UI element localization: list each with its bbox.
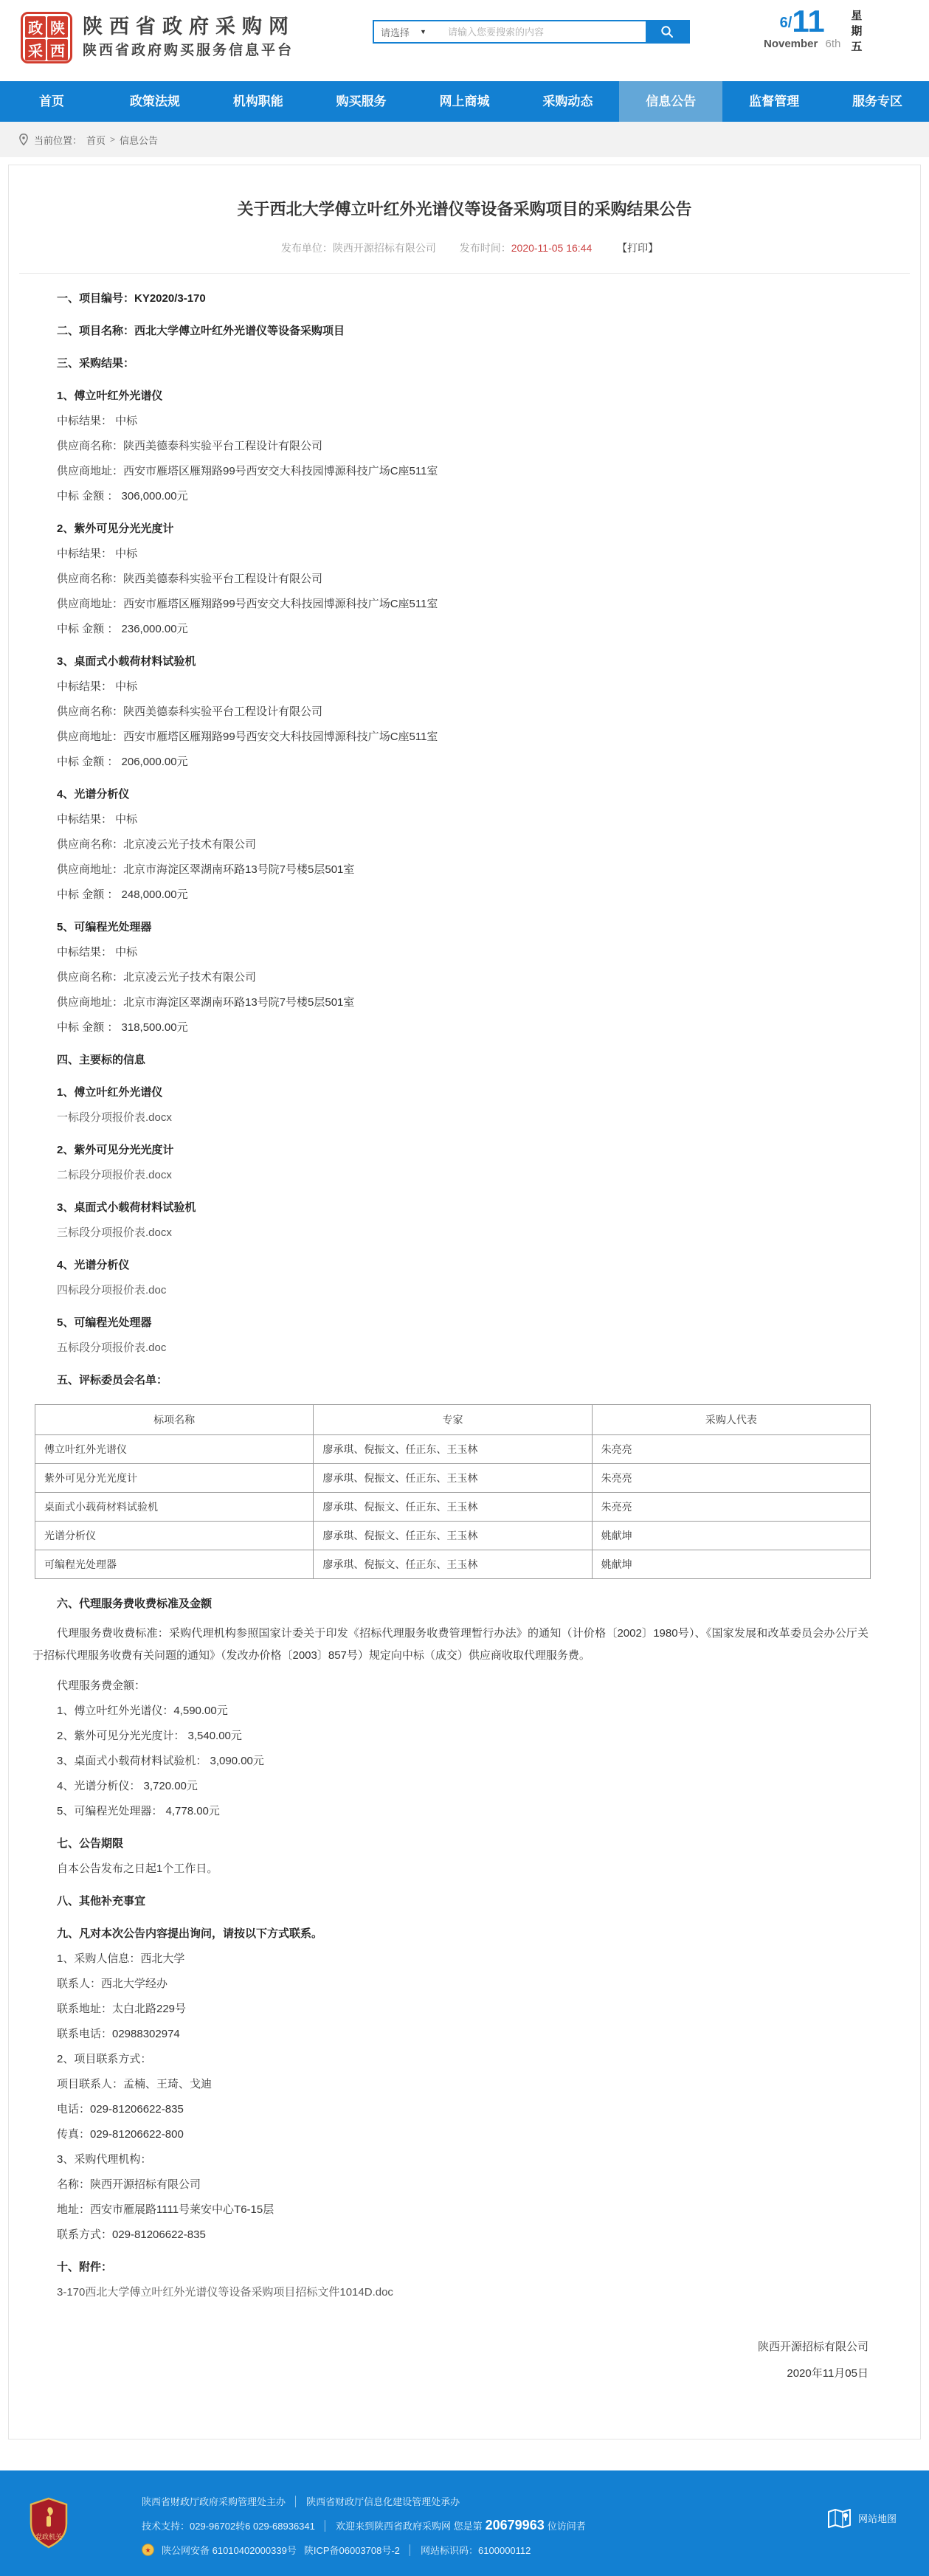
site-footer	[0, 2470, 929, 2576]
body-line: 项目联系人：孟楠、王琦、戈迪	[57, 2077, 213, 2090]
table-row	[35, 1463, 871, 1492]
table-cell: 可编程光处理器	[35, 1550, 314, 1578]
nav-item[interactable]: 首页	[38, 94, 64, 108]
table-header-cell: 标项名称	[35, 1404, 314, 1434]
body-line: 地址：西安市雁展路1111号莱安中心T6-15层	[57, 2203, 274, 2216]
breadcrumb-separator: >	[110, 134, 116, 145]
search-category-select[interactable]	[374, 21, 442, 42]
signature-date: 2020年11月05日	[787, 2366, 868, 2380]
nav-item[interactable]: 政策法规	[129, 94, 180, 108]
section-heading: 一、项目编号：KY2020/3-170	[57, 291, 206, 305]
table-row	[35, 1492, 871, 1521]
table-header-row	[35, 1404, 871, 1434]
publisher-label: 发布单位：	[280, 241, 333, 254]
sitemap-link[interactable]	[827, 2507, 897, 2530]
logo-char: 陕	[47, 16, 68, 38]
body-line: 中标 金额 ： 236,000.00元	[57, 622, 188, 635]
table-cell: 桌面式小载荷材料试验机	[35, 1492, 314, 1521]
date-month-number: 6/	[779, 15, 792, 31]
footer-text-block	[142, 2470, 929, 2557]
table-row	[35, 1550, 871, 1578]
section-heading: 1、傅立叶红外光谱仪	[57, 1085, 163, 1099]
article-meta	[9, 241, 920, 255]
table-cell: 廖承琪、倪振文、任正东、王玉林	[314, 1434, 592, 1463]
search-button[interactable]	[646, 21, 688, 42]
body-line: 供应商名称：北京凌云光子技术有限公司	[57, 838, 257, 851]
weekday-char: 星	[851, 10, 863, 22]
breadcrumb-label: 当前位置：	[34, 134, 83, 146]
section-heading: 3、桌面式小载荷材料试验机	[57, 1201, 196, 1214]
table-cell: 廖承琪、倪振文、任正东、王玉林	[314, 1492, 592, 1521]
footer-icp-record[interactable]: 陕ICP备06003708号-2	[303, 2544, 400, 2556]
svg-text:党政机关: 党政机关	[35, 2532, 63, 2541]
table-cell: 廖承琪、倪振文、任正东、王玉林	[314, 1463, 592, 1492]
logo-char: 采	[25, 39, 46, 61]
section-heading: 5、可编程光处理器	[57, 920, 152, 933]
body-line: 联系方式：029-81206622-835	[57, 2228, 206, 2241]
table-cell: 紫外可见分光光度计	[35, 1463, 314, 1492]
article-paragraphs-top	[32, 291, 868, 1388]
date-day-number: 11	[792, 4, 825, 38]
site-header	[0, 0, 929, 81]
footer-line-organizer	[142, 2494, 929, 2508]
date-weekday	[851, 10, 862, 53]
body-line: 5、可编程光处理器： 4,778.00元	[57, 1804, 220, 1817]
nav-item[interactable]: 购买服务	[336, 94, 387, 108]
police-badge-icon	[142, 2544, 154, 2556]
breadcrumb	[0, 122, 929, 157]
svg-text:★: ★	[145, 2546, 151, 2554]
table-row	[35, 1434, 871, 1463]
site-subtitle: 陕西省政府购买服务信息平台	[83, 43, 294, 58]
site-title: 陕西省政府采购网	[83, 15, 295, 38]
section-heading: 3、桌面式小载荷材料试验机	[57, 655, 196, 668]
body-line: 中标结果： 中标	[57, 945, 138, 959]
body-line: 中标 金额 ： 318,500.00元	[57, 1021, 188, 1034]
attachment-link[interactable]: 3-170西北大学傅立叶红外光谱仪等设备采购项目招标文件1014D.doc	[57, 2285, 393, 2299]
body-line: 2、紫外可见分光光度计： 3,540.00元	[57, 1729, 242, 1742]
search-icon	[660, 25, 674, 38]
section-heading: 六、代理服务费收费标准及金额	[57, 1597, 213, 1610]
date-widget	[764, 4, 863, 53]
date-month-name: November	[764, 38, 818, 50]
body-line: 中标结果： 中标	[57, 547, 138, 560]
table-cell: 廖承琪、倪振文、任正东、王玉林	[314, 1521, 592, 1550]
table-header-cell: 采购人代表	[592, 1404, 870, 1434]
table-cell: 光谱分析仪	[35, 1521, 314, 1550]
nav-item[interactable]: 信息公告	[619, 81, 722, 122]
article-paragraphs-bottom	[32, 1596, 868, 2300]
footer-separator: │	[322, 2519, 328, 2531]
body-line: 供应商地址：西安市雁塔区雁翔路99号西安交大科技园博源科技广场C座511室	[57, 597, 438, 610]
body-line: 供应商地址：西安市雁塔区雁翔路99号西安交大科技园博源科技广场C座511室	[57, 464, 438, 477]
body-line: 名称：陕西开源招标有限公司	[57, 2178, 201, 2191]
party-government-shield-icon	[28, 2497, 69, 2551]
nav-item[interactable]: 机构职能	[232, 94, 283, 108]
publisher-value: 陕西开源招标有限公司	[332, 241, 436, 254]
attachment-link[interactable]: 五标段分项报价表.doc	[57, 1341, 167, 1354]
search-box	[373, 20, 690, 44]
site-logo	[21, 12, 72, 63]
nav-item[interactable]: 网上商城	[439, 94, 490, 108]
nav-item[interactable]: 监督管理	[749, 94, 800, 108]
section-heading: 十、附件：	[57, 2260, 113, 2273]
section-heading: 五、评标委员会名单：	[57, 1373, 168, 1387]
page-title: 关于西北大学傅立叶红外光谱仪等设备采购项目的采购结果公告	[237, 200, 692, 218]
footer-tech-support: 技术支持：029-96702转6 029-68936341	[142, 2520, 315, 2532]
section-heading: 5、可编程光处理器	[57, 1316, 152, 1329]
body-line: 供应商名称：北京凌云光子技术有限公司	[57, 970, 257, 984]
attachment-link[interactable]: 三标段分项报价表.docx	[57, 1226, 172, 1239]
footer-welcome: 欢迎来到陕西省政府采购网 您是第 20679963 位访问者	[336, 2517, 586, 2532]
announcement-card	[8, 165, 921, 2439]
body-line: 中标结果： 中标	[57, 414, 138, 427]
table-cell: 姚献坤	[592, 1550, 870, 1578]
weekday-char: 五	[851, 41, 863, 53]
main-area	[0, 157, 929, 2470]
section-heading: 二、项目名称：西北大学傅立叶红外光谱仪等设备采购项目	[57, 324, 345, 337]
section-heading: 1、傅立叶红外光谱仪	[57, 389, 163, 402]
section-heading: 4、光谱分析仪	[57, 1258, 130, 1271]
search-input[interactable]	[442, 21, 646, 42]
attachment-link[interactable]: 四标段分项报价表.doc	[57, 1283, 167, 1296]
body-line: 联系电话：02988302974	[57, 2027, 180, 2040]
table-cell: 朱亮亮	[592, 1463, 870, 1492]
signature-block	[32, 2334, 868, 2387]
body-line: 电话：029-81206622-835	[57, 2102, 184, 2116]
body-line: 中标 金额 ： 206,000.00元	[57, 755, 188, 768]
evaluation-committee-table	[35, 1404, 871, 1579]
visitor-count: 20679963	[485, 2517, 545, 2532]
body-line: 1、采购人信息：西北大学	[57, 1952, 185, 1965]
footer-separator: │	[293, 2495, 300, 2507]
logo-char: 政	[25, 16, 46, 38]
body-line: 供应商名称：陕西美德泰科实验平台工程设计有限公司	[57, 705, 323, 718]
footer-organizer: 陕西省财政厅政府采购管理处主办	[142, 2496, 286, 2507]
body-line: 2、项目联系方式：	[57, 2052, 152, 2065]
sitemap-icon	[827, 2507, 852, 2530]
table-header-cell: 专家	[314, 1404, 592, 1434]
body-line: 供应商地址：北京市海淀区翠湖南环路13号院7号楼5层501室	[57, 995, 355, 1009]
body-line: 代理服务费收费标准：采购代理机构参照国家计委关于印发《招标代理服务收费管理暂行办法》的通知（计价格〔2002〕1980号）、《国家发展和改革委员会办公厅关于招标代理服务收费有关问题的通知》（发改办价格〔2003〕857号）规定向中标（成交）供应商收取代理服务费。	[32, 1626, 868, 1662]
body-line: 传真：029-81206622-800	[57, 2127, 184, 2141]
table-cell: 傅立叶红外光谱仪	[35, 1434, 314, 1463]
body-line: 供应商地址：北京市海淀区翠湖南环路13号院7号楼5层501室	[57, 863, 355, 876]
table-cell: 朱亮亮	[592, 1492, 870, 1521]
print-button[interactable]: 【打印】	[617, 241, 659, 254]
site-titles	[83, 15, 295, 62]
body-line: 中标 金额 ： 248,000.00元	[57, 888, 188, 901]
body-line: 1、傅立叶红外光谱仪：4,590.00元	[57, 1704, 228, 1717]
body-line: 供应商名称：陕西美德泰科实验平台工程设计有限公司	[57, 439, 323, 452]
section-heading: 四、主要标的信息	[57, 1053, 146, 1066]
table-cell: 廖承琪、倪振文、任正东、王玉林	[314, 1550, 592, 1578]
site-logo-seal	[25, 16, 68, 59]
body-line: 中标结果： 中标	[57, 812, 138, 826]
location-pin-icon	[19, 134, 28, 145]
footer-undertaker: 陕西省财政厅信息化建设管理处承办	[306, 2496, 460, 2507]
body-line: 联系人：西北大学经办	[57, 1977, 168, 1990]
publish-time-value: 2020-11-05 16:44	[511, 241, 593, 254]
date-ordinal: 6th	[825, 38, 841, 50]
section-heading: 2、紫外可见分光光度计	[57, 522, 174, 535]
section-heading: 八、其他补充事宜	[57, 1894, 146, 1907]
footer-security-record[interactable]: 陕公网安备 61010402000339号	[162, 2544, 297, 2556]
search-select-label: 请选择	[381, 27, 410, 38]
attachment-link[interactable]: 一标段分项报价表.docx	[57, 1111, 172, 1124]
chevron-down-icon: ▼	[420, 28, 426, 35]
section-heading: 2、紫外可见分光光度计	[57, 1143, 174, 1156]
table-row	[35, 1521, 871, 1550]
footer-separator: │	[407, 2544, 414, 2555]
breadcrumb-current: 信息公告	[120, 134, 159, 146]
body-line: 代理服务费金额：	[57, 1679, 146, 1692]
sitemap-label: 网站地图	[857, 2513, 897, 2525]
footer-line-records	[142, 2543, 929, 2557]
body-line: 中标 金额 ： 306,000.00元	[57, 489, 188, 503]
footer-site-code: 网站标识码：6100000112	[421, 2544, 531, 2556]
nav-item[interactable]: 采购动态	[542, 94, 593, 108]
weekday-char: 期	[851, 25, 863, 38]
body-line: 联系地址：太白北路229号	[57, 2002, 187, 2015]
main-nav	[0, 81, 929, 122]
breadcrumb-home[interactable]: 首页	[86, 134, 106, 146]
body-line: 3、采购代理机构：	[57, 2152, 152, 2166]
signature-company: 陕西开源招标有限公司	[757, 2340, 868, 2353]
body-line: 4、光谱分析仪： 3,720.00元	[57, 1779, 198, 1792]
section-heading: 九、凡对本次公告内容提出询问，请按以下方式联系。	[57, 1927, 323, 1940]
table-cell: 姚献坤	[592, 1521, 870, 1550]
publish-time-label: 发布时间：	[459, 241, 511, 254]
attachment-link[interactable]: 二标段分项报价表.docx	[57, 1168, 172, 1181]
divider	[19, 273, 910, 274]
body-line: 3、桌面式小载荷材料试验机： 3,090.00元	[57, 1754, 264, 1767]
body-line: 自本公告发布之日起1个工作日。	[57, 1862, 218, 1875]
section-heading: 4、光谱分析仪	[57, 787, 130, 801]
body-line: 供应商地址：西安市雁塔区雁翔路99号西安交大科技园博源科技广场C座511室	[57, 730, 438, 743]
nav-item[interactable]: 服务专区	[852, 94, 903, 108]
body-line: 中标结果： 中标	[57, 680, 138, 693]
article-body	[9, 291, 920, 2387]
logo-char: 西	[47, 39, 68, 61]
section-heading: 七、公告期限	[57, 1837, 124, 1850]
table-cell: 朱亮亮	[592, 1434, 870, 1463]
footer-line-support	[142, 2518, 929, 2533]
body-line: 供应商名称：陕西美德泰科实验平台工程设计有限公司	[57, 572, 323, 585]
section-heading: 三、采购结果：	[57, 356, 135, 370]
